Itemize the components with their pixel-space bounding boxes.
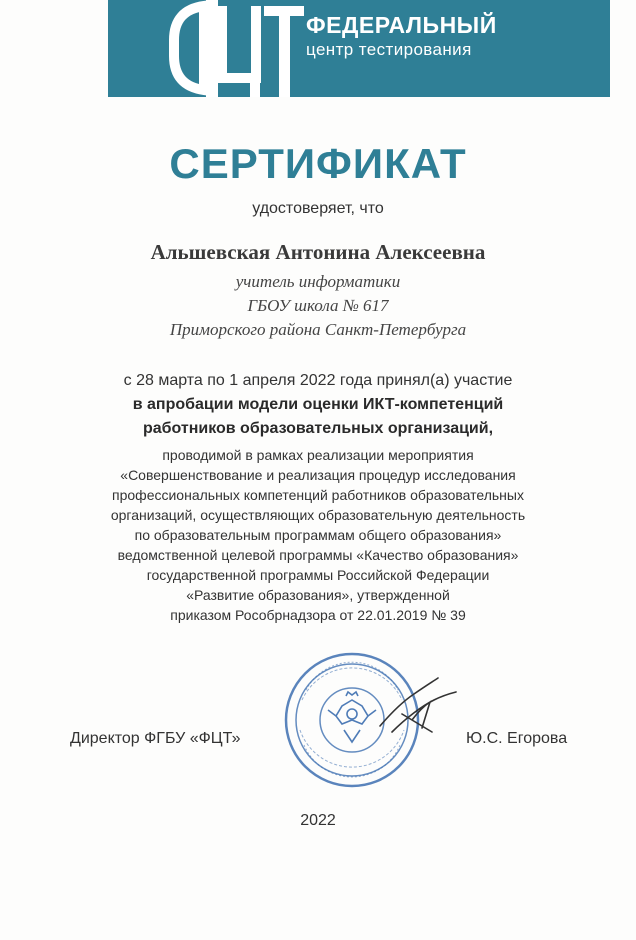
text-line-4: организаций, осуществляющих образовательную деятельность bbox=[110, 507, 526, 523]
text-line-5: по образовательным программам общего образования» bbox=[134, 527, 502, 543]
text-line-2: «Совершенствование и реализация процедур исследования bbox=[120, 467, 516, 483]
text-line-7: государственной программы Российской Федерации bbox=[146, 567, 490, 583]
activity-line-1: в апробации модели оценки ИКТ-компетенций bbox=[132, 396, 504, 413]
certificate-subtitle: удостоверяет, что bbox=[252, 200, 384, 217]
text-line-6: ведомственной целевой программы «Качество образования» bbox=[117, 547, 519, 563]
participation-period: с 28 марта по 1 апреля 2022 года принял(а) участие bbox=[123, 372, 513, 389]
text-line-8: «Развитие образования», утвержденной bbox=[186, 587, 450, 603]
recipient-role-line-2: ГБОУ школа № 617 bbox=[247, 296, 389, 315]
signature-icon bbox=[372, 672, 462, 742]
org-name-line-1: ФЕДЕРАЛЬНЫЙ bbox=[306, 12, 497, 38]
text-line-3: профессиональных компетенций работников образовательных bbox=[112, 487, 524, 503]
header-band bbox=[108, 0, 610, 97]
director-title: Директор ФГБУ «ФЦТ» bbox=[70, 730, 241, 747]
text-line-9: приказом Рособрнадзора от 22.01.2019 № 39 bbox=[170, 607, 466, 623]
signer-name: Ю.С. Егорова bbox=[466, 730, 568, 747]
activity-line-2: работников образовательных организаций, bbox=[142, 420, 494, 437]
recipient-role-line-3: Приморского района Санкт-Петербурга bbox=[169, 320, 467, 339]
recipient-name: Альшевская Антонина Алексеевна bbox=[150, 240, 486, 264]
text-line-1: проводимой в рамках реализации мероприятия bbox=[162, 447, 474, 463]
recipient-role-line-1: учитель информатики bbox=[235, 272, 401, 291]
certificate-year: 2022 bbox=[300, 812, 336, 829]
certificate-title: СЕРТИФИКАТ bbox=[169, 140, 467, 187]
org-name-line-2: центр тестирования bbox=[306, 40, 472, 59]
